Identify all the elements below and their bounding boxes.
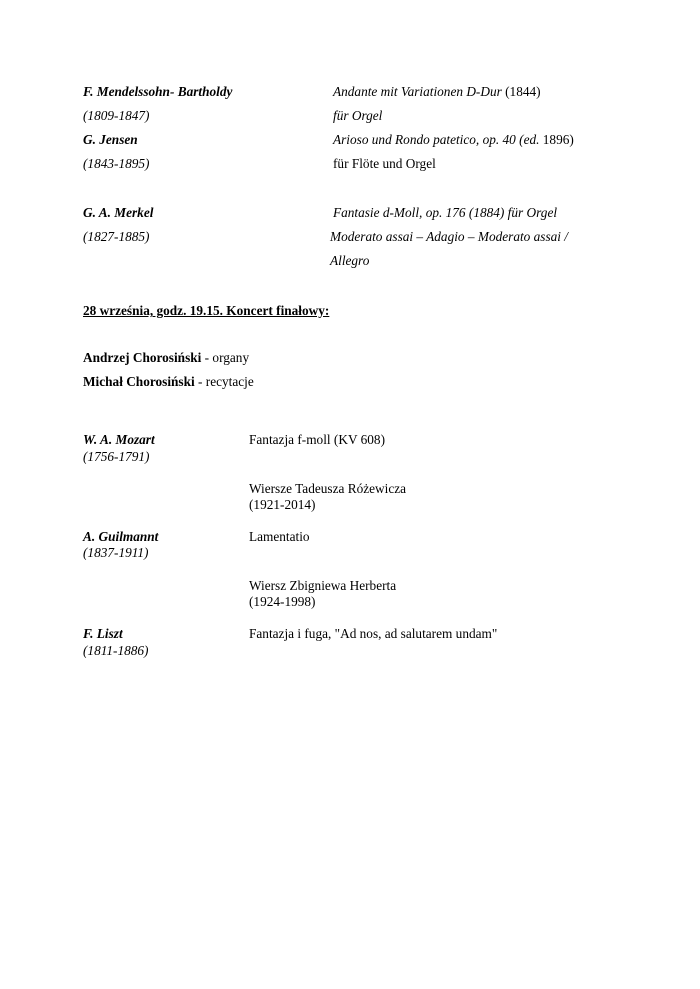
concert-heading: 28 września, godz. 19.15. Koncert finałowy: bbox=[83, 303, 330, 318]
poem-dates: (1921-2014) bbox=[249, 497, 316, 512]
performer bbox=[83, 374, 254, 390]
work-year: 1896) bbox=[539, 132, 574, 147]
work-title bbox=[333, 132, 574, 148]
composer-dates: (1827-1885) bbox=[83, 229, 150, 244]
composer-name: W. A. Mozart bbox=[83, 432, 155, 447]
work-title-text: Andante mit Variationen D-Dur bbox=[333, 84, 502, 99]
poem-title: Wiersze Tadeusza Różewicza bbox=[249, 481, 407, 496]
performer-role: - recytacje bbox=[194, 374, 254, 389]
work-title: Lamentatio bbox=[249, 529, 310, 544]
work-instrumentation: für Flöte und Orgel bbox=[333, 156, 436, 171]
work-title-text: Arioso und Rondo patetico, op. 40 (ed. bbox=[333, 132, 540, 147]
performer-name: Michał Chorosiński bbox=[83, 374, 195, 389]
composer-name: F. Liszt bbox=[83, 626, 123, 641]
work-movements-cont: Allegro bbox=[330, 253, 370, 268]
composer-dates: (1837-1911) bbox=[83, 545, 149, 560]
performer-name: Andrzej Chorosiński bbox=[83, 350, 202, 365]
composer-name: G. A. Merkel bbox=[83, 205, 154, 220]
composer-name: G. Jensen bbox=[83, 132, 138, 147]
composer-dates: (1843-1895) bbox=[83, 156, 150, 171]
composer-name: F. Mendelssohn- Bartholdy bbox=[83, 84, 233, 99]
work-instrumentation: für Orgel bbox=[333, 108, 383, 123]
poem-title: Wiersz Zbigniewa Herberta bbox=[249, 578, 397, 593]
work-title: Fantazja i fuga, "Ad nos, ad salutarem undam" bbox=[249, 626, 498, 641]
work-movements: Moderato assai – Adagio – Moderato assai / bbox=[330, 229, 568, 244]
composer-dates: (1756-1791) bbox=[83, 449, 150, 464]
performer bbox=[83, 350, 249, 366]
composer-name: A. Guilmannt bbox=[83, 529, 159, 544]
work-title bbox=[333, 84, 541, 100]
work-year: (1844) bbox=[501, 84, 541, 99]
composer-dates: (1811-1886) bbox=[83, 643, 149, 658]
work-title: Fantazja f-moll (KV 608) bbox=[249, 432, 386, 447]
work-title: Fantasie d-Moll, op. 176 (1884) für Orgel bbox=[333, 205, 558, 220]
performer-role: - organy bbox=[201, 350, 250, 365]
poem-dates: (1924-1998) bbox=[249, 594, 316, 609]
composer-dates: (1809-1847) bbox=[83, 108, 150, 123]
